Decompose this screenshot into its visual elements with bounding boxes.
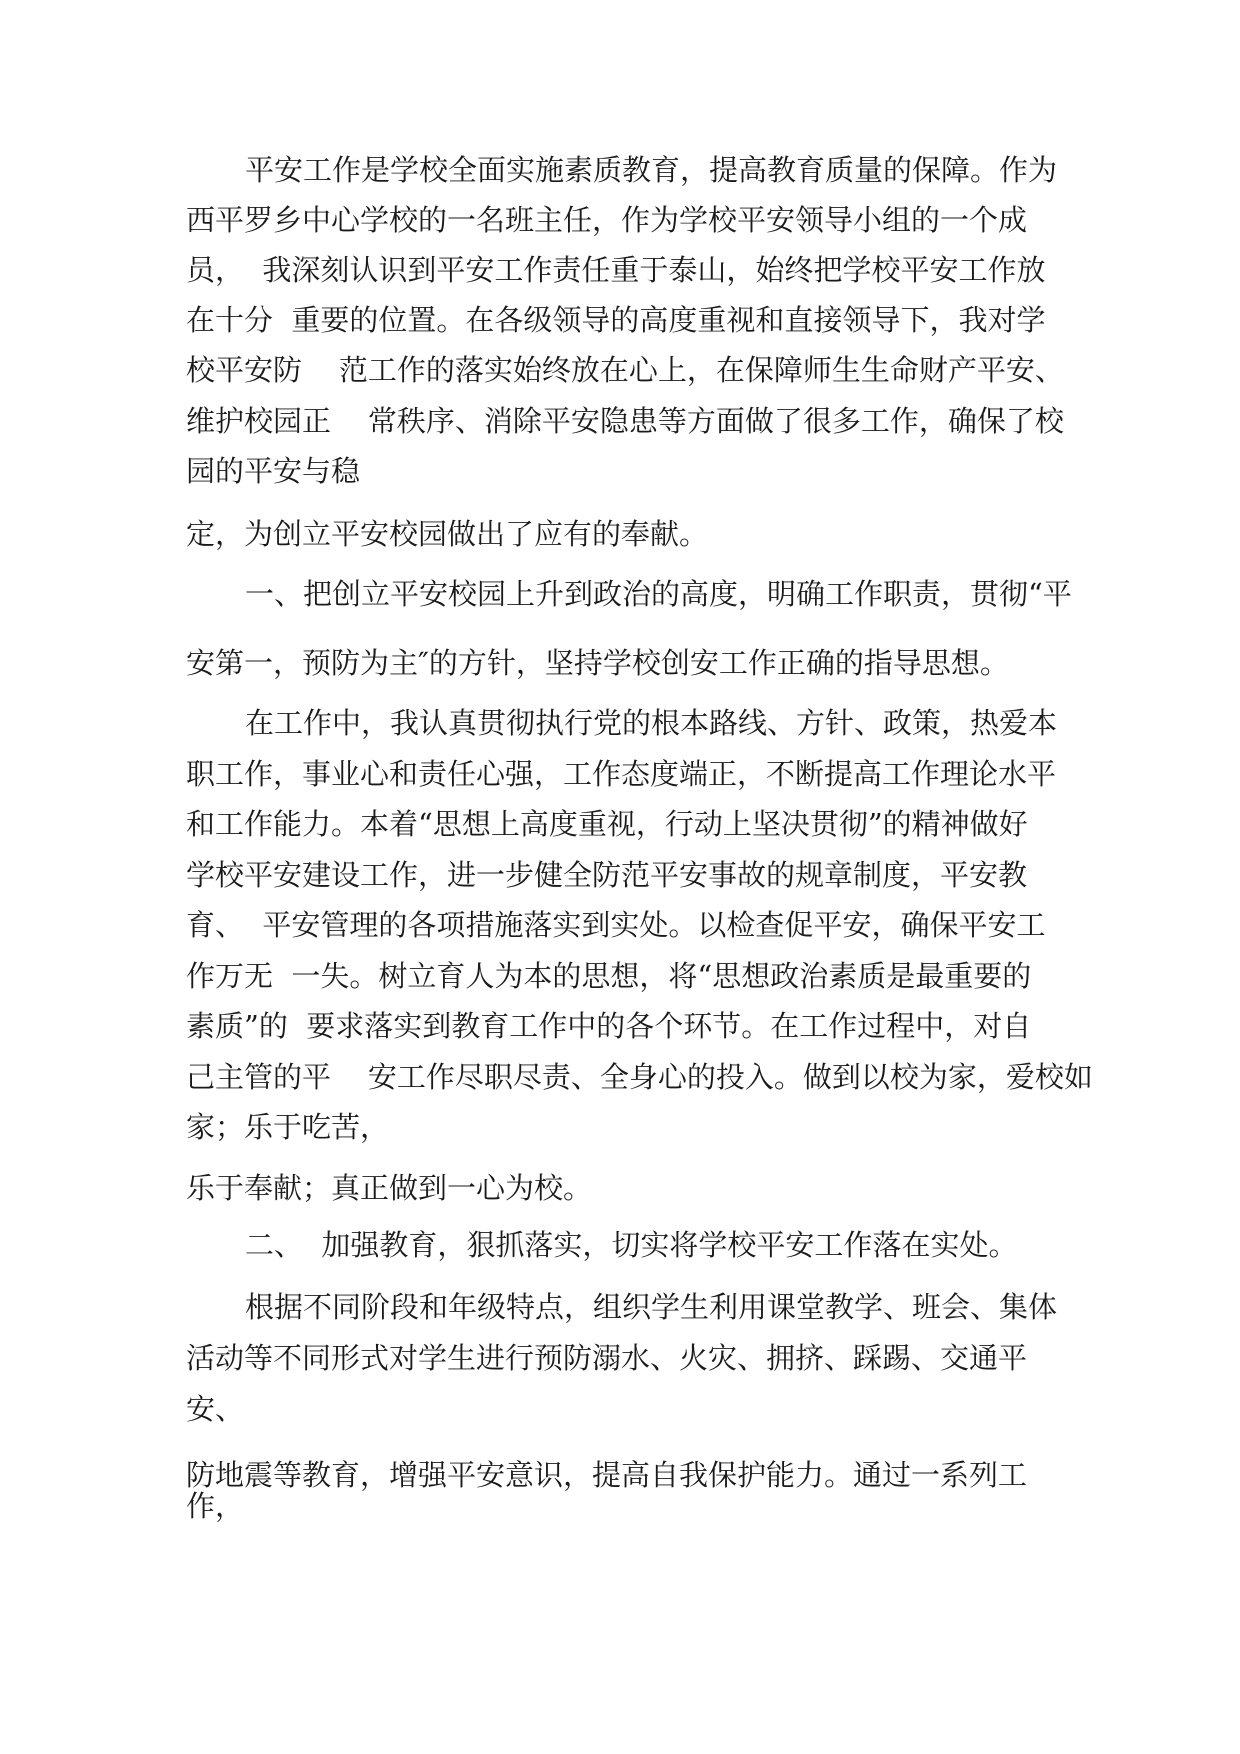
text-line-15: 育、 平安管理的各项措施落实到实处。以检查促平安，确保平安工 bbox=[186, 908, 1046, 942]
text-line-19: 家；乐于吃苦， bbox=[186, 1110, 390, 1144]
text-line-11: 在工作中，我认真贯彻执行党的根本路线、方针、政策，热爱本 bbox=[245, 706, 1058, 740]
text-line-23: 活动等不同形式对学生进行预防溺水、火灾、拥挤、踩踢、交通平 bbox=[186, 1341, 1028, 1375]
text-line-16: 作万无 一失。树立育人为本的思想，将“思想政治素质是最重要的 bbox=[186, 959, 1032, 993]
text-line-22: 根据不同阶段和年级特点，组织学生利用课堂教学、班会、集体 bbox=[245, 1290, 1058, 1324]
text-line-13: 和工作能力。本着“思想上高度重视，行动上坚决贯彻”的精神做好 bbox=[186, 807, 1028, 841]
heading-section-1-line-1: 一、把创立平安校园上升到政治的高度，明确工作职责，贯彻“平 bbox=[245, 577, 1072, 611]
text-line-6: 维护校园正 常秩序、消除平安隐患等方面做了很多工作，确保了校 bbox=[186, 404, 1064, 438]
heading-section-2: 二、 加强教育，狠抓落实，切实将学校平安工作落在实处。 bbox=[245, 1228, 1018, 1262]
text-line-25: 防地震等教育，增强平安意识，提高自我保护能力。通过一系列工 bbox=[186, 1458, 1028, 1492]
text-line-12: 职工作，事业心和责任心强，工作态度端正，不断提高工作理论水平 bbox=[186, 757, 1057, 791]
text-line-8: 定，为创立平安校园做出了应有的奉献。 bbox=[186, 517, 709, 551]
text-line-17: 素质”的 要求落实到教育工作中的各个环节。在工作过程中，对自 bbox=[186, 1009, 1032, 1043]
text-line-14: 学校平安建设工作，进一步健全防范平安事故的规章制度，平安教 bbox=[186, 858, 1028, 892]
text-line-2: 西平罗乡中心学校的一名班主任，作为学校平安领导小组的一个成 bbox=[186, 203, 1028, 237]
heading-section-1-line-2: 安第一，预防为主″的方针，坚持学校创安工作正确的指导思想。 bbox=[186, 646, 1009, 680]
text-line-5: 校平安防 范工作的落实始终放在心上，在保障师生生命财产平安、 bbox=[186, 353, 1064, 387]
text-line-1: 平安工作是学校全面实施素质教育，提高教育质量的保障。作为 bbox=[245, 153, 1058, 187]
text-line-3: 员， 我深刻认识到平安工作责任重于泰山，始终把学校平安工作放 bbox=[186, 253, 1046, 287]
text-line-24: 安、 bbox=[186, 1392, 245, 1426]
text-line-7: 园的平安与稳 bbox=[186, 454, 361, 488]
text-line-20: 乐于奉献；真正做到一心为校。 bbox=[186, 1171, 593, 1205]
text-line-18: 己主管的平 安工作尽职尽责、全身心的投入。做到以校为家，爱校如 bbox=[186, 1060, 1093, 1094]
text-line-26: 作， bbox=[186, 1489, 245, 1523]
text-line-4: 在十分 重要的位置。在各级领导的高度重视和直接领导下，我对学 bbox=[186, 303, 1046, 337]
